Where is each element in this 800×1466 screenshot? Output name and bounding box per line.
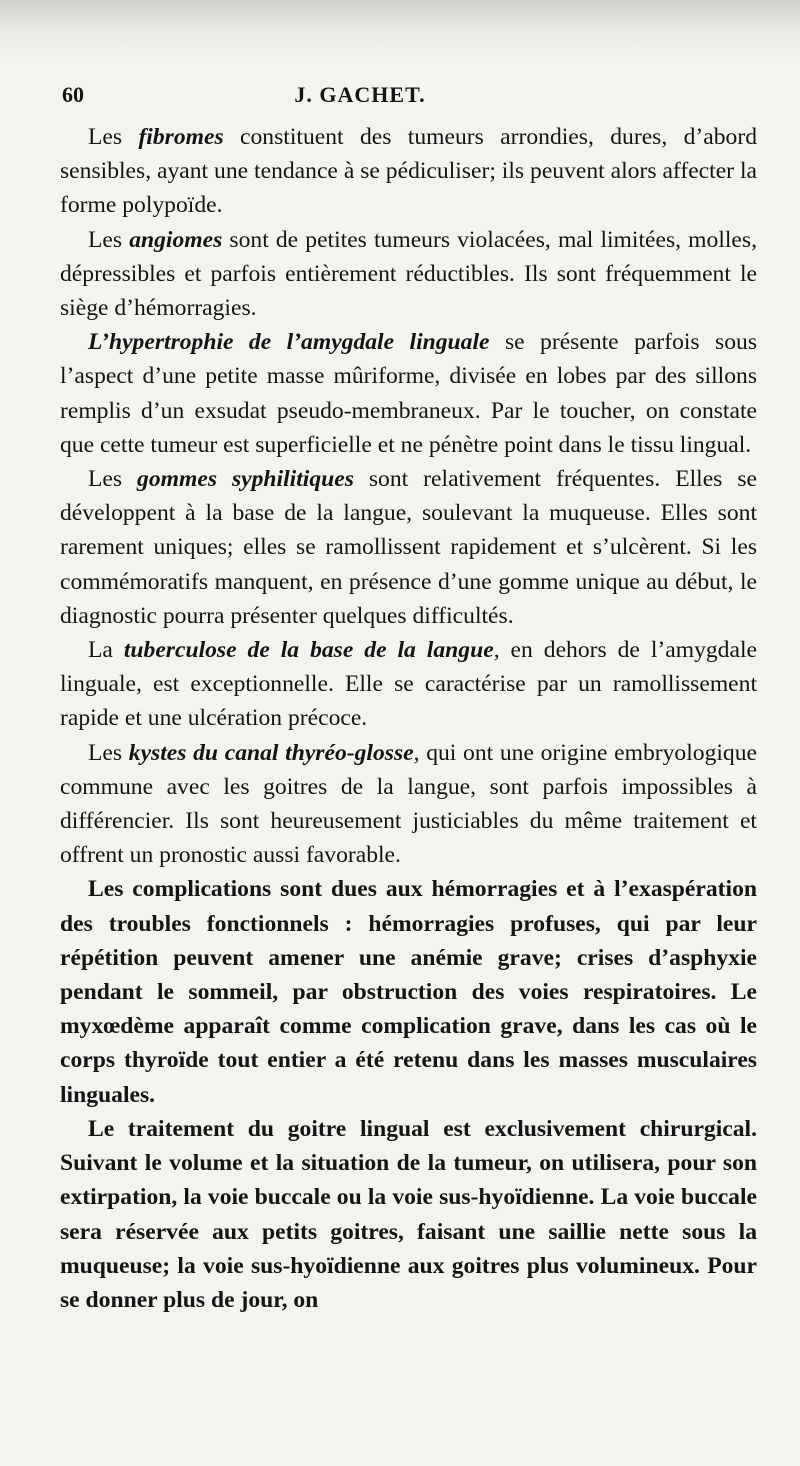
term-kystes: kystes du canal thyréo-glosse	[128, 739, 414, 766]
paragraph-gommes	[60, 462, 757, 633]
page-number: 60	[62, 82, 84, 107]
paragraph-text: constituent des tumeurs arrondies, dures, d’abord sensibles, ayant une tendance à se pédiculiser; ils peuvent alors affecter la forme polypoïde.	[60, 124, 757, 219]
paragraph-text: se présente parfois sous l’aspect d’une petite masse mûriforme, divisée en lobes par des sillons remplis d’un exsudat pseudo-membraneux. Par le toucher, on constate que cette tumeur est superficielle et ne pénètre point dans le tissu lingual.	[60, 329, 758, 458]
book-page	[60, 0, 760, 1466]
term-tuberculose: tuberculose de la base de la langue	[123, 637, 494, 664]
paragraph-lead: Les	[88, 466, 138, 493]
paragraph-text: Les complications sont dues aux hémorragies et à l’exaspération des troubles fonctionnels : hémorragies profuses, qui par leur répétition peuvent amener une anémie grave; crises d’asphyxie pendant le sommeil, par obstruction des voies respiratoires. Le myxœdème apparaît comme complication grave, dans les cas où le corps thyroïde tout entier a été retenu dans les masses musculaires linguales.	[60, 876, 757, 1108]
paragraph-text: , en dehors de l’amygdale linguale, est exceptionnelle. Elle se caractérise par un ramollissement rapide et une ulcération précoce.	[60, 637, 757, 732]
paragraph-text: sont relativement fréquentes. Elles se développent à la base de la langue, soulevant la muqueuse. Elles sont rarement uniques; elles se ramollissent rapidement et s’ulcèrent. Si les commémoratifs manquent, en présence d’une gomme unique au début, le diagnostic pourra présenter quelques difficultés.	[60, 466, 757, 629]
paragraph-traitement	[60, 1112, 757, 1317]
paragraph-complications	[60, 872, 757, 1111]
term-fibromes: fibromes	[138, 124, 224, 150]
paragraph-hypertrophie	[60, 325, 757, 462]
paragraph-text: , qui ont une origine embryologique commune avec les goitres de la langue, sont parfois impossibles à différencier. Ils sont heureusement justiciables du même traitement et offrent un pronostic aussi favorable.	[60, 739, 757, 869]
paragraph-lead: Les	[88, 124, 139, 150]
paragraph-text: Le traitement du goitre lingual est exclusivement chirurgical. Suivant le volume et la situation de la tumeur, on utilisera, pour son extirpation, la voie buccale ou la voie sus-hyoïdienne. La voie buccale sera réservée aux petits goitres, faisant une saillie nette sous la muqueuse; la voie sus-hyoïdienne aux goitres plus volumineux. Pour se donner plus de jour, on	[60, 1115, 757, 1313]
paragraph-angiomes	[60, 223, 757, 326]
term-angiomes: angiomes	[129, 226, 223, 253]
term-gommes-syphilitiques: gommes syphilitiques	[137, 466, 354, 493]
term-hypertrophie: L’hypertrophie de l’amygdale linguale	[88, 329, 490, 356]
page-body	[60, 120, 757, 1317]
paragraph-kystes	[60, 736, 757, 873]
paragraph-lead: Les	[88, 226, 130, 253]
paragraph-lead: La	[88, 637, 124, 664]
page-header	[60, 82, 760, 116]
paragraph-text: sont de petites tumeurs violacées, mal limitées, molles, dépressibles et parfois entièrement réductibles. Ils sont fréquemment le siège d’hémorragies.	[60, 226, 757, 322]
paragraph-fibromes	[60, 120, 757, 223]
paragraph-lead: Les	[88, 739, 129, 766]
running-head: J. GACHET.	[294, 82, 426, 107]
paragraph-tuberculose	[60, 633, 757, 736]
